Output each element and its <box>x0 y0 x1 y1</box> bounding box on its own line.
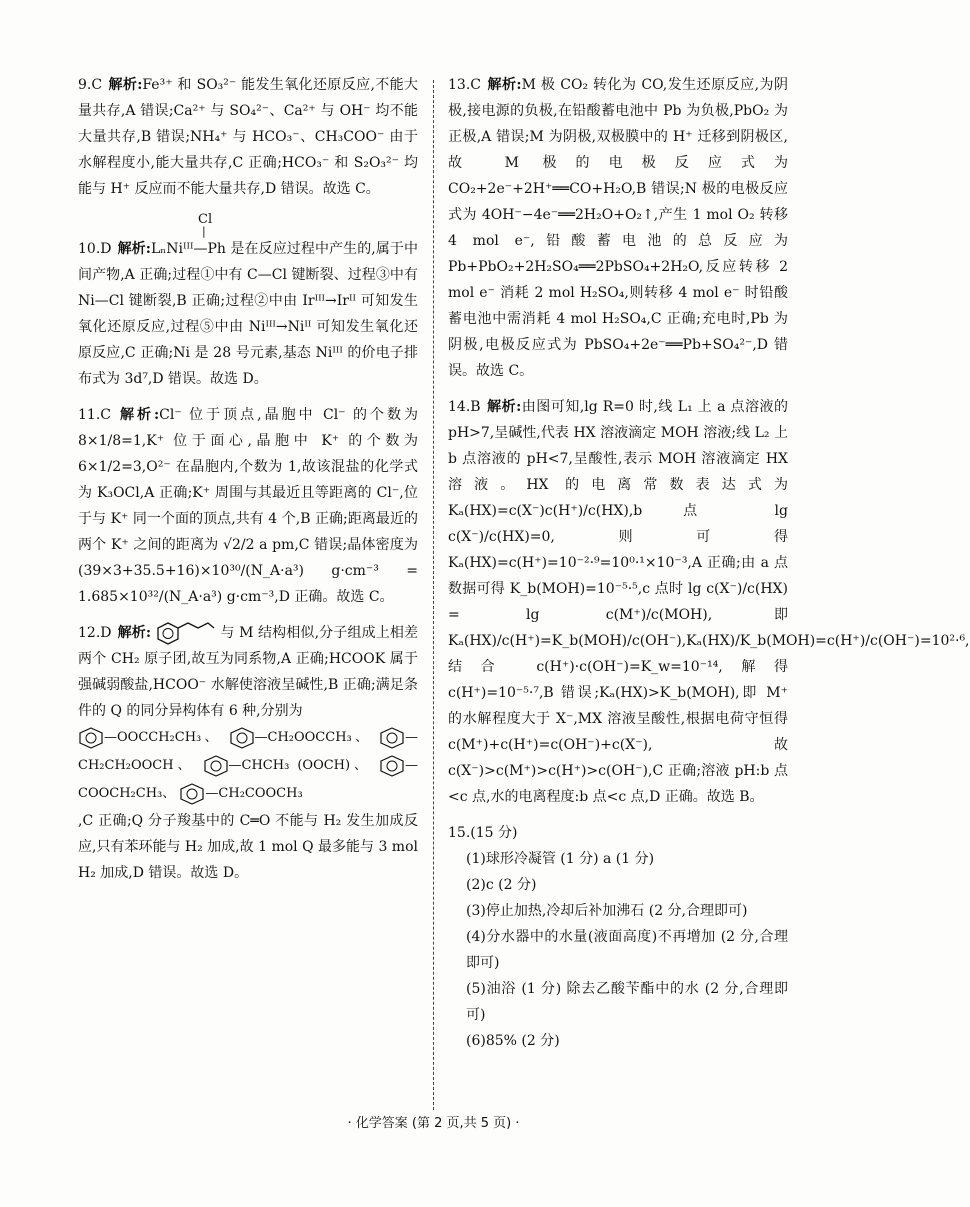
answer-12 <box>78 620 418 886</box>
sub-answer: (4)分水器中的水量(液面高度)不再增加 (2 分,合理即可) <box>466 929 788 971</box>
answer-13 <box>448 72 788 384</box>
bond-line: | <box>202 225 206 238</box>
answer-10 <box>78 212 418 392</box>
answer-number: 14.B <box>448 399 481 415</box>
isomer-item: —CHCH₃ (OOCH)、 <box>203 758 379 773</box>
sub-answer: (2)c (2 分) <box>466 877 537 893</box>
answer-number: 11.C <box>78 407 111 423</box>
answer-text: LₙNiᴵᴵᴵ—Ph 是在反应过程中产生的,属于中间产物,A 正确;过程①中有 C—Cl 键断裂、过程③中有 Ni—Cl 键断裂,B 正确;过程②中由 Irᴵᴵᴵ→Irᴵᴵ 可知发生氧化还原反应,过程⑤中由 Niᴵᴵᴵ→Niᴵᴵ 可知发生氧化还原反应,C 正确;Ni 是 28 号元素,基态 Niᴵᴵᴵ 的价电子排布式为 3d⁷,D 错误。故选 D。 <box>78 241 419 387</box>
answer-number: 13.C <box>448 77 481 93</box>
answer-text: 由图可知,lg R=0 时,线 L₁ 上 a 点溶液的 pH>7,呈碱性,代表 HX 溶液滴定 MOH 溶液;线 L₂ 上 b 点溶液的 pH<7,呈酸性,表示 MOH 溶液滴定 HX 溶液。HX 的电离常数表达式为 Kₐ(HX)=c(X⁻)c(H⁺)/c(HX),b 点 lg c(X⁻)/c(HX)=0,则可得 Kₐ(HX)=c(H⁺)=10⁻²·⁹=10⁰·¹×10⁻³,A 正确;由 a 点数据可得 K_b(MOH)=10⁻⁵·⁵,c 点时 lg c(X⁻)/c(HX) = lg c(M⁺)/c(MOH),即 Kₐ(HX)/c(H⁺)=K_b(MOH)/c(OH⁻),Kₐ(HX)/K_b(MOH)=c(H⁺)/c(OH⁻)=10²·⁶,结合 c(H⁺)·c(OH⁻)=K_w=10⁻¹⁴,解得 c(H⁺)=10⁻⁵·⁷,B 错误;Kₐ(HX)>K_b(MOH),即 M⁺ 的水解程度大于 X⁻,MX 溶液呈酸性,根据电荷守恒得 c(M⁺)+c(H⁺)=c(OH⁻)+c(X⁻),故 c(X⁻)>c(M⁺)>c(H⁺)>c(OH⁻),C 正确;溶液 pH:b 点<c 点,水的电离程度:b 点<c 点,D 正确。故选 B。 <box>448 399 970 805</box>
sub-answer-list <box>448 846 788 1054</box>
left-column <box>78 72 418 896</box>
sub-answer: (3)停止加热,冷却后补加沸石 (2 分,合理即可) <box>466 903 748 919</box>
analysis-label: 解析: <box>486 77 522 93</box>
butenylbenzene-structure-icon <box>156 620 216 646</box>
benzene-ring-icon <box>379 755 405 777</box>
isomer-item: —COOCH₂CH₃、 <box>78 758 418 801</box>
benzene-ring-icon <box>78 727 104 749</box>
analysis-label: 解析: <box>116 407 160 423</box>
analysis-label: 解析: <box>117 625 152 641</box>
isomer-item: —CH₂CH₂OOCH、 <box>78 730 418 773</box>
answer-14 <box>448 394 970 810</box>
answer-text: 与 M 结构相似,分子组成上相差两个 CH₂ 原子团,故互为同系物,A 正确;HCOOK 属于强碱弱酸盐,HCOO⁻ 水解使溶液呈碱性,B 正确;满足条件的 Q 的同分异构体有 6 种,分别为 <box>78 625 419 719</box>
score-label: (15 分) <box>470 825 518 841</box>
benzene-ring-icon <box>203 755 229 777</box>
sub-answer: (5)油浴 (1 分) 除去乙酸苄酯中的水 (2 分,合理即可) <box>466 981 788 1023</box>
answer-9 <box>78 72 418 202</box>
right-column <box>448 72 970 1064</box>
answer-number: 15. <box>448 825 471 841</box>
benzene-ring-icon <box>229 727 255 749</box>
answer-text: M 极 CO₂ 转化为 CO,发生还原反应,为阴极,接电源的负极,在铅酸蓄电池中 Pb 为负极,PbO₂ 为正极,A 错误;M 为阴极,双极膜中的 H⁺ 迁移到阴极区,故 M 极的电极反应式为 CO₂+2e⁻+2H⁺══CO+H₂O,B 错误;N 极的电极反应式为 4OH⁻−4e⁻══2H₂O+O₂↑,产生 1 mol O₂ 转移 4 mol e⁻,铅酸蓄电池的总反应为 Pb+PbO₂+2H₂SO₄══2PbSO₄+2H₂O,反应转移 2 mol e⁻ 消耗 2 mol H₂SO₄,则转移 4 mol e⁻ 时铅酸蓄电池中需消耗 4 mol H₂SO₄,C 正确;充电时,Pb 为阴极,电极反应式为 PbSO₄+2e⁻══Pb+SO₄²⁻,D 错误。故选 C。 <box>448 77 788 379</box>
answer-text: ,C 正确;Q 分子羧基中的 C═O 不能与 H₂ 发生加成反应,只有苯环能与 H₂ 加成,故 1 mol Q 最多能与 3 mol H₂ 加成,D 错误。故选 D。 <box>78 813 418 881</box>
answer-number: 9.C <box>78 77 103 93</box>
answer-number: 10.D <box>78 241 112 257</box>
answer-15 <box>448 820 788 1054</box>
answer-11 <box>78 402 418 610</box>
answer-text: Cl⁻ 位于顶点,晶胞中 Cl⁻ 的个数为 8×1/8=1,K⁺ 位于面心,晶胞中 K⁺ 的个数为 6×1/2=3,O²⁻ 在晶胞内,个数为 1,故该混盐的化学式为 K₃OCl,A 正确;K⁺ 周围与其最近且等距离的 Cl⁻,位于与 K⁺ 同一个面的顶点,共有 4 个,B 正确;距离最近的两个 K⁺ 之间的距离为 √2/2 a pm,C 错误;晶体密度为 (39×3+35.5+16)×10³⁰/(N_A·a³) g·cm⁻³ = 1.685×10³²/(N_A·a³) g·cm⁻³,D 正确。故选 C。 <box>78 407 418 605</box>
analysis-label: 解析: <box>117 241 151 257</box>
isomer-item: —OOCCH₂CH₃、 <box>78 730 229 745</box>
sub-answer: (6)85% (2 分) <box>466 1033 560 1049</box>
sub-answer: (1)球形冷凝管 (1 分) a (1 分) <box>466 851 655 867</box>
answer-number: 12.D <box>78 625 112 641</box>
isomer-item: —CH₂OOCCH₃、 <box>229 730 380 745</box>
column-divider <box>433 80 434 1110</box>
isomer-item: —CH₂COOCH₃ <box>179 786 302 801</box>
benzene-ring-icon <box>179 783 205 805</box>
page-footer: · 化学答案 (第 2 页,共 5 页) · <box>347 1116 520 1131</box>
isomer-list <box>78 724 418 808</box>
benzene-ring-icon <box>379 727 405 749</box>
analysis-label: 解析: <box>108 77 143 93</box>
analysis-label: 解析: <box>486 399 522 415</box>
cl-substituent-label: Cl <box>198 212 213 227</box>
answer-text: Fe³⁺ 和 SO₃²⁻ 能发生氧化还原反应,不能大量共存,A 错误;Ca²⁺ 与 SO₄²⁻、Ca²⁺ 与 OH⁻ 均不能大量共存,B 错误;NH₄⁺ 与 HCO₃⁻、CH₃COO⁻ 由于水解程度小,能大量共存,C 正确;HCO₃⁻ 和 S₂O₃²⁻ 均能与 H⁺ 反应而不能大量共存,D 错误。故选 C。 <box>78 77 418 197</box>
